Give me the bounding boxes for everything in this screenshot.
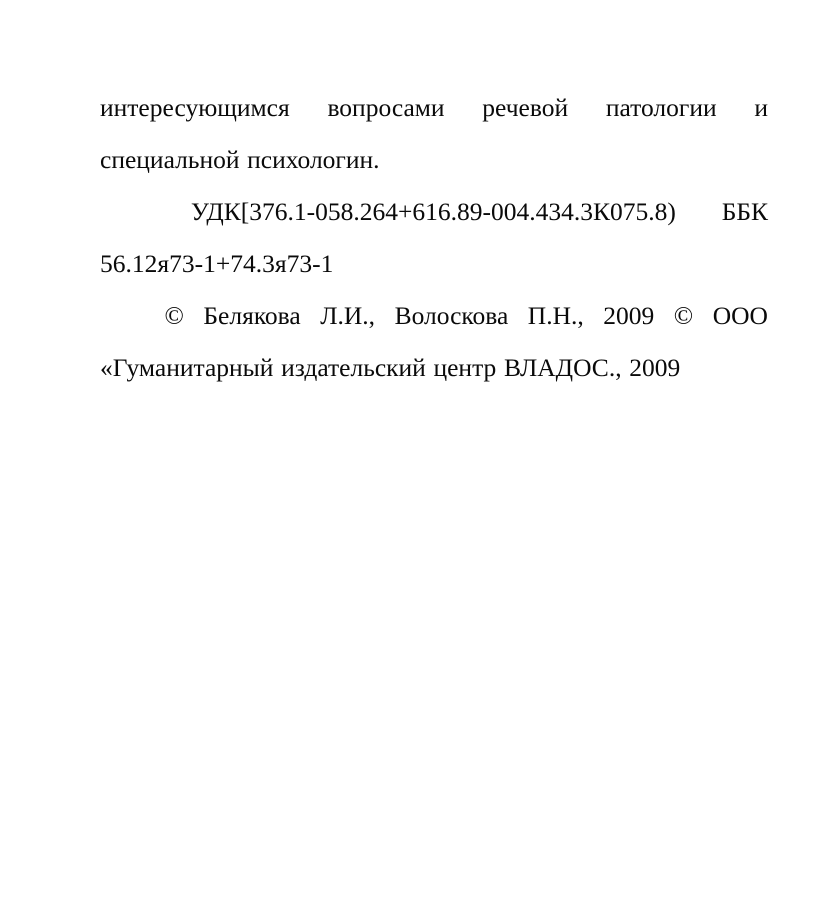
- word: «Гуманитарный: [100, 353, 274, 382]
- copyright-authors-line: [100, 290, 768, 342]
- udk-code: УДК[376.1-058.264+616.89-004.434.3К075.8): [190, 197, 676, 226]
- first-line-indent: [100, 186, 145, 238]
- author-surname: Белякова: [203, 301, 301, 330]
- word: издательский: [281, 353, 426, 382]
- publisher-form: ООО: [712, 301, 768, 330]
- first-line-indent: [100, 290, 145, 342]
- copyright-symbol: ©: [673, 301, 694, 330]
- copyright-year: 2009: [603, 301, 655, 330]
- empty-page-area: [0, 390, 827, 915]
- bbk-label: ББК: [721, 197, 768, 226]
- publisher-line: [100, 342, 768, 394]
- word: вопросами: [327, 93, 445, 122]
- bbk-line: [100, 238, 768, 290]
- copyright-text-block: [100, 82, 768, 394]
- word: специальной: [100, 145, 240, 174]
- author-initials: П.Н.,: [527, 301, 584, 330]
- word: интересующимся: [100, 93, 290, 122]
- udk-line: [100, 186, 768, 238]
- word: психологин.: [247, 145, 380, 174]
- text-line: [100, 82, 768, 134]
- author-surname: Волоскова: [394, 301, 509, 330]
- bbk-code: 56.12я73-1+74.3я73-1: [100, 249, 334, 278]
- word: центр: [433, 353, 497, 382]
- publisher-name: ВЛАДОС.,: [503, 353, 622, 382]
- author-initials: Л.И.,: [320, 301, 376, 330]
- publisher-year: 2009: [629, 353, 681, 382]
- word: патологии: [605, 93, 717, 122]
- word: и: [754, 93, 768, 122]
- word: речевой: [482, 93, 569, 122]
- text-line: [100, 134, 768, 186]
- copyright-symbol: ©: [164, 301, 184, 330]
